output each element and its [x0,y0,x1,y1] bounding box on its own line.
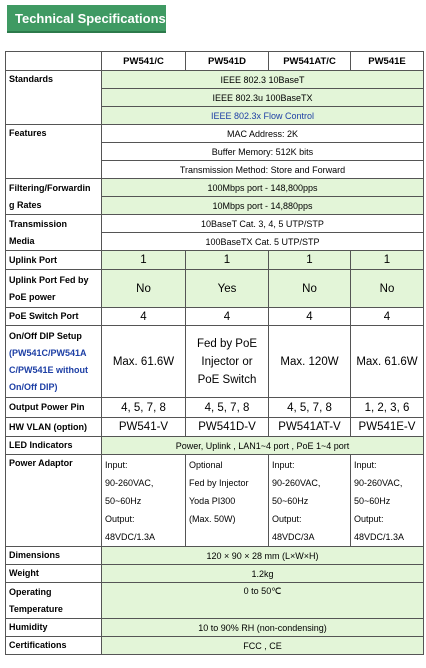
row-label: Certifications [6,637,102,655]
adaptor-line: 48VDC/3A [272,532,315,542]
row-label: Uplink Port [6,251,102,270]
adaptor-line: Input: [105,460,128,470]
certifications-value: FCC , CE [102,637,424,655]
poe-switch-value: 4 [269,308,351,326]
uplink-poe-value: Yes [186,270,269,308]
adaptor-line: Input: [272,460,295,470]
spec-table [5,51,424,655]
uplink-row [6,251,424,270]
filtering-value: 100Mbps port - 148,800pps [102,179,424,197]
standards-value: IEEE 802.3x Flow Control [102,107,424,125]
row-label-line: On/Off DIP) [9,381,58,392]
dimensions-value: 120 × 90 × 28 mm (L×W×H) [102,547,424,565]
row-label-line: On/Off DIP Setup [9,330,82,341]
dip-value-line: Fed by PoE [196,337,258,350]
adaptor-row [6,455,424,547]
row-label-line: Media [9,235,35,246]
output-pin-value: 1, 2, 3, 6 [351,398,424,418]
uplink-value: 1 [351,251,424,270]
adaptor-line: 50~60Hz [105,496,142,506]
adaptor-line: Input: [354,460,377,470]
uplink-poe-value: No [351,270,424,308]
row-label [6,179,102,215]
dip-row [6,326,424,398]
hw-vlan-value: PW541AT-V [269,418,351,437]
row-label [6,215,102,251]
row-label: Features [6,125,102,179]
output-pin-row [6,398,424,418]
header-model: PW541D [186,52,269,71]
features-value: Buffer Memory: 512K bits [102,143,424,161]
adaptor-value [269,455,351,547]
adaptor-line: Output: [272,514,302,524]
header-model: PW541/C [102,52,186,71]
op-temp-row [6,583,424,619]
uplink-poe-value: No [269,270,351,308]
adaptor-value [351,455,424,547]
adaptor-line: 50~60Hz [354,496,391,506]
output-pin-value: 4, 5, 7, 8 [102,398,186,418]
row-label-line: Temperature [9,603,63,614]
row-label-line: Uplink Port Fed by [9,274,89,285]
op-temp-value: 0 to 50℃ [102,583,424,619]
uplink-poe-value: No [102,270,186,308]
features-value: MAC Address: 2K [102,125,424,143]
hw-vlan-value: PW541E-V [351,418,424,437]
row-label-line: (PW541C/PW541A [9,347,87,358]
output-pin-value: 4, 5, 7, 8 [186,398,269,418]
dip-value-line: Injector or [201,355,253,368]
row-label-line: PoE power [9,291,56,302]
humidity-value: 10 to 90% RH (non-condensing) [102,619,424,637]
adaptor-line: 90-260VAC, [354,478,403,488]
row-label-line: Operating [9,586,52,597]
row-label-line: g Rates [9,199,42,210]
row-label-line: Transmission [9,218,68,229]
adaptor-line: Output: [354,514,384,524]
row-label: HW VLAN (option) [6,418,102,437]
row-label-line: Filtering/Forwardin [9,182,91,193]
adaptor-line: 48VDC/1.3A [105,532,156,542]
adaptor-value [102,455,186,547]
hw-vlan-row [6,418,424,437]
dip-value [186,326,269,398]
weight-value: 1.2kg [102,565,424,583]
row-label: Humidity [6,619,102,637]
dip-value: Max. 61.6W [102,326,186,398]
row-label: Power Adaptor [6,455,102,547]
features-value: Transmission Method: Store and Forward [102,161,424,179]
uplink-value: 1 [269,251,351,270]
header-blank [6,52,102,71]
header-row [6,52,424,71]
row-label [6,583,102,619]
humidity-row [6,619,424,637]
adaptor-line: Yoda PI300 [189,496,236,506]
poe-switch-value: 4 [186,308,269,326]
adaptor-line: 90-260VAC, [272,478,321,488]
row-label-line: C/PW541E without [9,364,89,375]
features-row [6,125,424,143]
row-label: Standards [6,71,102,125]
adaptor-value [186,455,269,547]
hw-vlan-value: PW541D-V [186,418,269,437]
uplink-poe-row [6,270,424,308]
row-label: LED Indicators [6,437,102,455]
adaptor-line: Fed by Injector [189,478,249,488]
adaptor-line: Optional [189,460,223,470]
standards-value: IEEE 802.3 10BaseT [102,71,424,89]
transmission-row [6,215,424,233]
header-model: PW541AT/C [269,52,351,71]
poe-switch-row [6,308,424,326]
transmission-value: 100BaseTX Cat. 5 UTP/STP [102,233,424,251]
filtering-row [6,179,424,197]
poe-switch-value: 4 [102,308,186,326]
adaptor-line: (Max. 50W) [189,514,236,524]
led-row [6,437,424,455]
row-label: Weight [6,565,102,583]
dip-value: Max. 61.6W [351,326,424,398]
adaptor-line: 90-260VAC, [105,478,154,488]
adaptor-line: Output: [105,514,135,524]
standards-value: IEEE 802.3u 100BaseTX [102,89,424,107]
adaptor-line: 50~60Hz [272,496,309,506]
header-model: PW541E [351,52,424,71]
certifications-row [6,637,424,655]
dip-value-line: PoE Switch [197,373,257,386]
row-label: Output Power Pin [6,398,102,418]
filtering-value: 10Mbps port - 14,880pps [102,197,424,215]
section-title: Technical Specifications [7,5,166,33]
dimensions-row [6,547,424,565]
uplink-value: 1 [102,251,186,270]
standards-row [6,71,424,89]
transmission-value: 10BaseT Cat. 3, 4, 5 UTP/STP [102,215,424,233]
uplink-value: 1 [186,251,269,270]
poe-switch-value: 4 [351,308,424,326]
output-pin-value: 4, 5, 7, 8 [269,398,351,418]
row-label: PoE Switch Port [6,308,102,326]
row-label: Dimensions [6,547,102,565]
led-value: Power, Uplink , LAN1~4 port , PoE 1~4 port [102,437,424,455]
adaptor-line: 48VDC/1.3A [354,532,405,542]
row-label [6,326,102,398]
hw-vlan-value: PW541-V [102,418,186,437]
weight-row [6,565,424,583]
row-label [6,270,102,308]
dip-value: Max. 120W [269,326,351,398]
